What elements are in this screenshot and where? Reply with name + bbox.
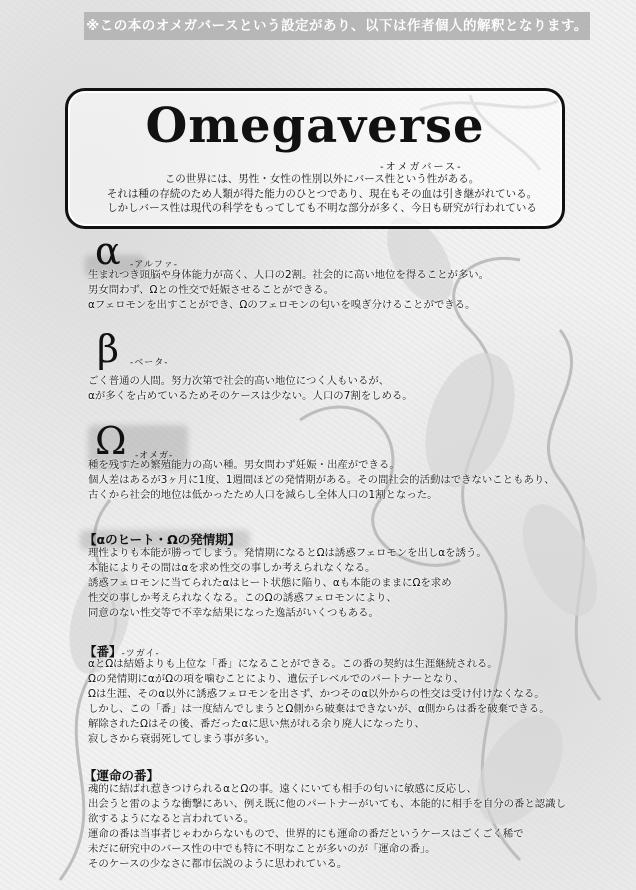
fate-heading: 【運命の番】 [84, 768, 160, 783]
alpha-line: 男女問わず、Ωとの性交で妊娠させることができる。 [88, 284, 335, 296]
omega-reading: -オメガ- [135, 451, 174, 461]
bond-line: 解除されたΩはその後、番だったαに思い焦がれる余り廃人になったり、 [88, 718, 425, 730]
alpha-line: αフェロモンを出すことができ、Ωのフェロモンの匂いを嗅ぎ分けることができる。 [88, 299, 476, 311]
fate-line: 運命の番は当事者じゃわからないもので、世界的にも運命の番だというケースはごくごく稀で [88, 828, 524, 840]
heat-line: 理性よりも本能が勝ってしまう。発情期になるとΩは誘惑フェロモンを出しαを誘う。 [88, 547, 487, 559]
alpha-reading: -アルファ- [130, 260, 178, 270]
bond-heading-text: 【番】 [84, 644, 122, 659]
intro-line: それは種の存続のため人類が得た能力のひとつであり、現在もその血は引き継がれている。 [106, 187, 538, 200]
omega-line: 種を残すため繁殖能力の高い種。男女問わず妊娠・出産ができる。 [88, 459, 400, 471]
heat-line: 誘惑フェロモンに当てられたαはヒート状態に陥り、αも本能のままにΩを求め [88, 577, 452, 589]
bond-line: αとΩは結婚よりも上位な「番」になることができる。この番の契約は生涯継続される。 [88, 658, 498, 670]
heat-description [88, 546, 487, 621]
fate-line: そのケースの少なさに都市伝説のように思われている。 [88, 858, 348, 870]
alpha-description [88, 268, 489, 313]
ornament-leaf-2 [507, 493, 612, 627]
fate-line: 欲するようになると言われている。 [88, 813, 255, 825]
bond-line: Ωは生涯、そのα以外に誘惑フェロモンを出さず、かつそのα以外からの性交は受け付けなくなる。 [88, 688, 545, 700]
heat-line: 性交の事しか考えられなくなる。このΩの誘惑フェロモンにより、 [88, 592, 397, 604]
fate-line: 未だに研究中のバース性の中でも特に不明なことが多いのが「運命の番」。 [88, 843, 436, 855]
omega-line: 古くから社会的地位は低かったため人口を減らし全体人口の1割となった。 [88, 489, 438, 501]
fate-description [88, 782, 566, 872]
heat-line: 同意のない性交等で不幸な結果になった逸話がいくつもある。 [88, 607, 379, 619]
alpha-symbol: α [95, 229, 121, 273]
intro-paragraph [82, 172, 562, 216]
heat-line: 本能によりその間はαを求め性交の事しか考えられなくなる。 [88, 562, 376, 574]
bond-line: 寂しさから衰弱死してしまう事が多い。 [88, 733, 276, 745]
beta-symbol: β [97, 327, 119, 371]
bond-reading: -ツガイ- [121, 649, 160, 659]
bond-line: Ωの発情期にαがΩの項を噛むことにより、遺伝子レベルでのパートナーとなり、 [88, 673, 465, 685]
beta-description [88, 374, 413, 404]
omega-description [88, 458, 555, 503]
page-subtitle: -オメガバース- [380, 162, 463, 173]
intro-line: この世界には、男性・女性の性別以外にバース性という性がある。 [164, 173, 480, 185]
beta-reading: -ベータ- [130, 358, 169, 368]
fate-line: 出会うと雷のような衝撃にあい、例え既に他のパートナーがいても、本能的に相手を自分の番と認識し [88, 798, 566, 810]
bond-line: しかし、この「番」は一度結んでしまうとΩ側から破棄はできないが、α側からは番を破棄できる。 [88, 703, 550, 715]
beta-line: ごく普通の人間。努力次第で社会的高い地位につく人もいるが、 [88, 375, 390, 387]
omega-symbol: Ω [95, 419, 127, 463]
omega-line: 個人差はあるが3ヶ月に1度、1週間ほどの発情期がある。その間社会的活動はできないこともあり、 [88, 474, 555, 486]
alpha-line: 生まれつき頭脳や身体能力が高く、人口の2割。社会的に高い地位を得ることが多い。 [88, 269, 490, 281]
heat-heading: 【αのヒート・Ωの発情期】 [84, 532, 241, 547]
page-title: Omegaverse [145, 98, 485, 154]
fate-line: 魂的に結ばれ惹きつけられるαとΩの事。遠くにいても相手の匂いに敏感に反応し、 [88, 783, 477, 795]
intro-line: しかしバース性は現代の科学をもってしても不明な部分が多く、今日も研究が行われている [107, 202, 537, 214]
beta-line: αが多くを占めているためそのケースは少ない。人口の7割をしめる。 [88, 390, 413, 402]
bond-description [88, 657, 550, 747]
disclaimer-banner: ※この本のオメガバースという設定があり、以下は作者個人的解釈となります。 [84, 12, 590, 40]
